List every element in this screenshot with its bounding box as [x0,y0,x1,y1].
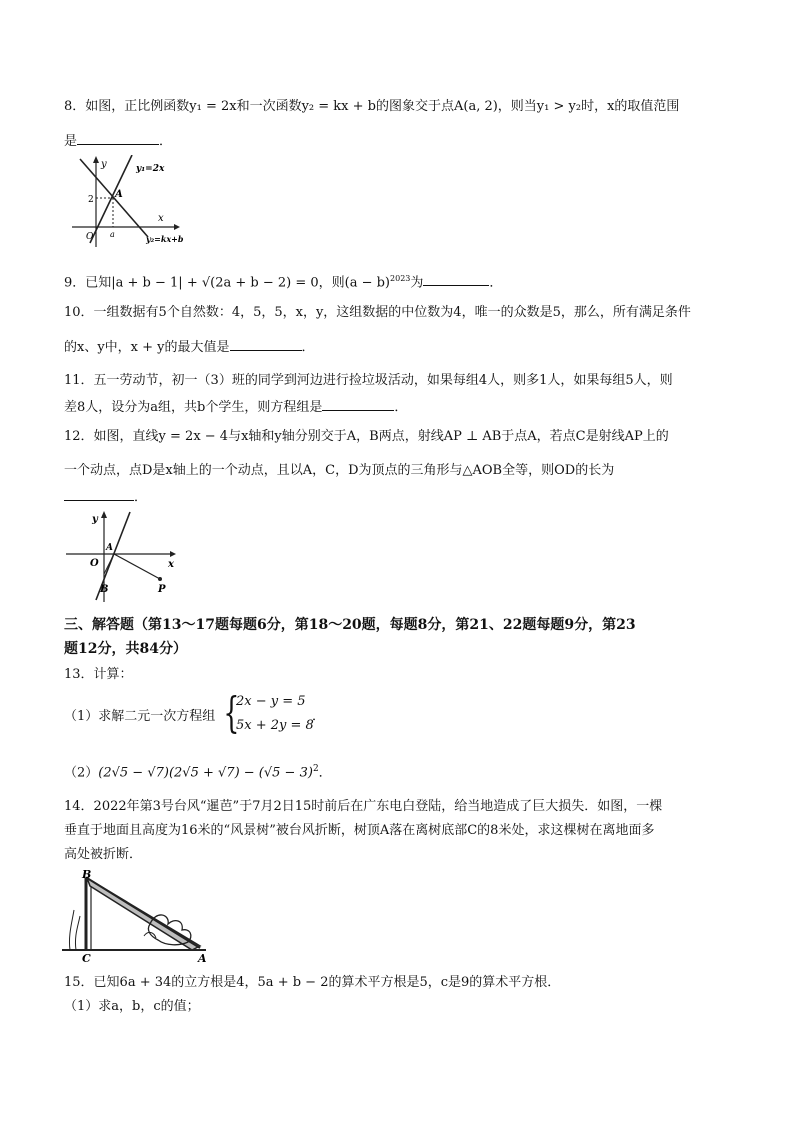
q15-line1: 15．已知6a + 34的立方根是4，5a + b − 2的算术平方根是5，c是9的算术平方根． [64,975,561,990]
q10-answer-blank [230,336,302,351]
q12-figure [64,508,186,604]
q12-answer-blank [64,486,134,501]
q13-part2-exponent: 2 [312,764,319,774]
q8-origin-label: O [86,232,94,242]
q9-suffix: 为 [410,275,424,291]
q8-x-arrow [174,224,180,230]
q12-point-b-label: B [100,584,109,595]
q8-y-tick-label: 2 [88,195,94,205]
q14-figure [60,866,210,964]
q8-line2 [64,130,734,153]
q12-ray-ap [114,554,160,579]
q13-part2-expression: (2√5 − √7)(2√5 + √7) − (√5 − 3) [98,765,313,781]
q11-line1: 11．五一劳动节，初一（3）班的同学到河边进行捡垃圾活动，如果每组4人，则多1人，如果每组5人，则 [64,373,673,388]
q12-point-a-label: A [106,543,113,553]
q10-line2-prefix: 的x、y中，x + y的最大值是 [64,340,230,355]
q8-y1-label: y₁=2x [136,164,165,174]
q8-y2-label: y₂=kx+b [146,234,184,244]
q8-figure [66,155,202,249]
q9-prefix: 9．已知|a + b − 1| + √(2a + b − 2) = 0，则(a − b) [64,275,391,291]
q10-line2 [64,336,734,359]
q14-point-b-label: B [82,868,92,881]
q12-y-label: y [92,514,98,525]
q12-line3 [64,486,734,509]
q10-line2-suffix: ． [301,340,315,355]
q13-equation-2: 5x + 2y = 8 [236,718,314,733]
q13-equation-1: 2x − y = 5 [236,694,306,709]
q14-point-c-label: C [82,952,91,964]
q8-point-a-label: A [115,189,123,200]
q13-part2 [64,758,734,784]
q8-answer-blank [77,130,159,145]
q8-line2-prefix: 是 [64,134,78,149]
q12-segment-ab [104,554,114,574]
section3-heading-line1: 三、解答题（第13～17题每题6分，第18～20题，每题8分，第21、22题每题9分，第23 [64,617,636,633]
q11-answer-blank [322,396,394,411]
q13-part1-suffix: ． [312,709,326,724]
q12-line1: 12．如图，直线y = 2x − 4与x轴和y轴分别交于A，B两点，射线AP ⊥ AB于点A，若点C是射线AP上的 [64,429,669,444]
q11-line2 [64,396,734,419]
q9-exponent: 2023 [390,274,411,283]
q12-point-p [158,577,162,581]
q8-y-label: y [101,159,107,170]
q15-part1: （1）求a，b，c的值； [64,999,200,1014]
q11-line2-suffix: ． [394,400,408,415]
q9-answer-blank [423,271,489,286]
q8-y-arrow [93,156,99,163]
q13-title: 13．计算： [64,667,133,682]
q14-grass [69,910,80,950]
q12-line3-suffix: ． [134,490,148,505]
q13-system-brace: { [223,688,240,737]
q13-part1-prefix: （1）求解二元一次方程组 [64,709,216,724]
q12-x-arrow [170,551,176,557]
q14-line3: 高处被折断． [64,847,143,862]
q12-origin-label: O [90,558,99,569]
q13-part2-prefix: （2） [64,765,99,781]
q12-line2: 一个动点，点D是x轴上的一个动点，且以A，C，D为顶点的三角形与△AOB全等，则OD的长为 [64,463,615,478]
q14-point-a-label: A [198,952,207,964]
q10-line1: 10．一组数据有5个自然数：4，5，5，x，y，这组数据的中位数为4，唯一的众数是5，那么，所有满足条件 [64,305,691,320]
q14-line-ba [87,878,200,948]
q14-line1: 14．2022年第3号台风“暹芭”于7月2日15时前后在广东电白登陆，给当地造成了巨大损失．如图，一棵 [64,799,663,814]
q8-line2-suffix: ． [159,134,173,149]
q12-point-p-label: P [158,584,166,595]
q9-end: ． [489,275,503,291]
q12-y-arrow [101,511,107,518]
q9-line [64,268,734,294]
section3-heading-line2: 题12分，共84分） [64,641,187,657]
q14-line2: 垂直于地面且高度为16米的“风景树”被台风折断，树顶A落在离树底部C的8米处，求这棵树在离地面多 [64,823,655,838]
q13-part2-suffix: ． [318,765,332,781]
q12-x-label: x [168,559,174,570]
q8-x-label: x [158,213,164,224]
q13-part1 [64,706,734,728]
q8-x-tick-label: a [110,230,115,239]
q13-equation-system [224,690,324,740]
q11-line2-prefix: 差8人，设分为a组，共b个学生，则方程组是 [64,400,323,415]
q8-line1: 8．如图，正比例函数y₁ = 2x和一次函数y₂ = kx + b的图象交于点A(a, 2)，则当y₁ > y₂时，x的取值范围 [64,99,680,114]
